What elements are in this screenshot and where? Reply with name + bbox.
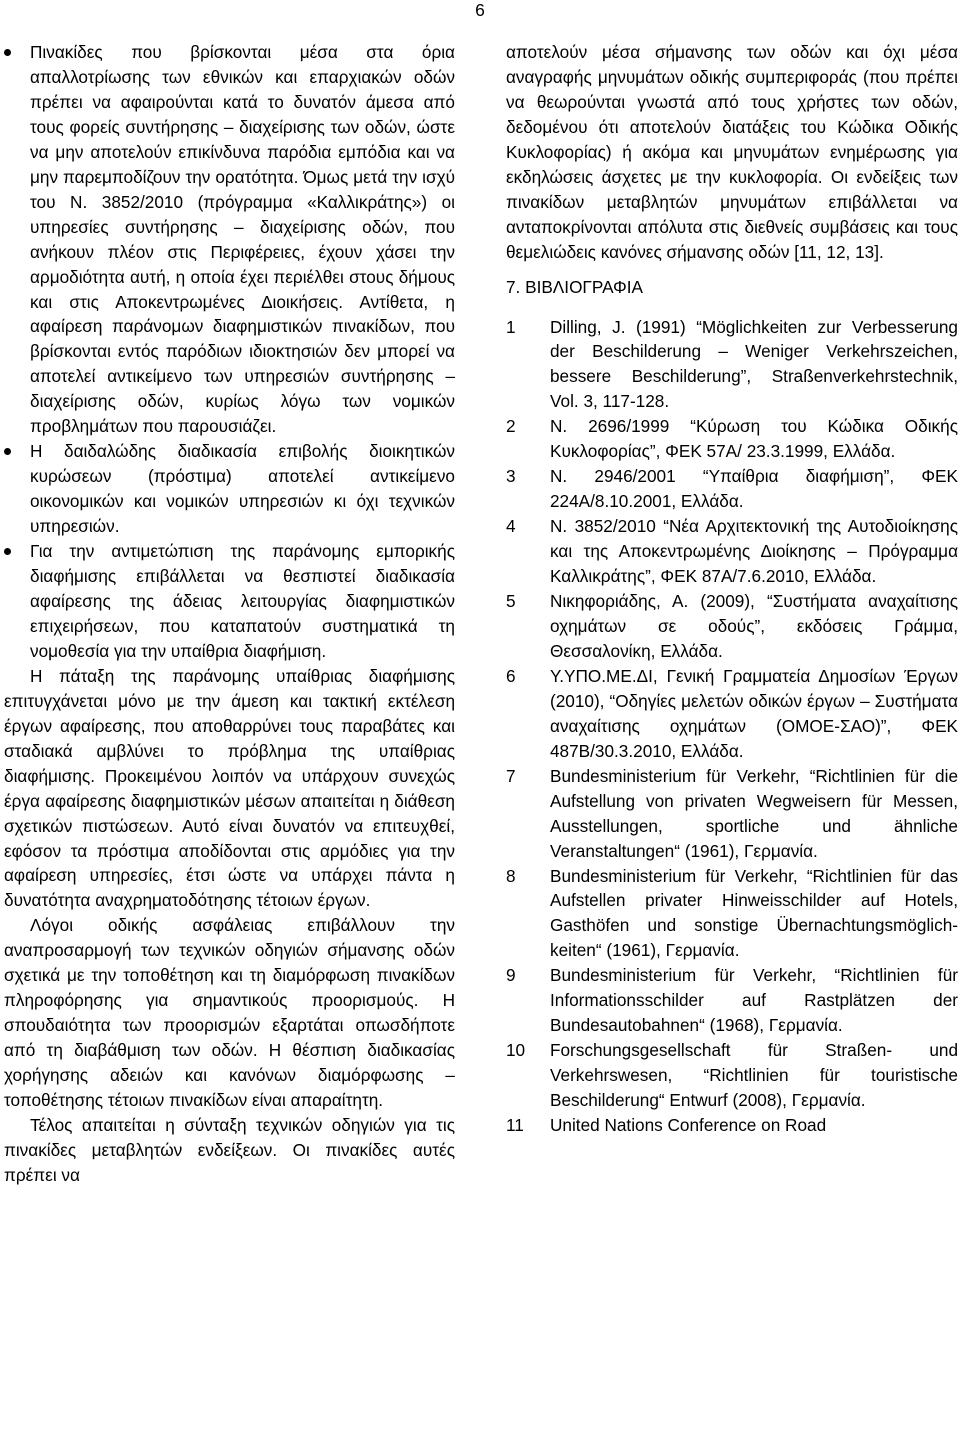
body-paragraph: Τέλος απαιτείται η σύνταξη τεχνικών οδηγιών για τις πινακίδες μεταβλητών ενδείξεων. Οι πινακίδες αυτές πρέπει να [4, 1114, 455, 1185]
reference-number: 4 [506, 516, 516, 537]
reference-item [506, 589, 958, 664]
bullet-list [4, 40, 455, 664]
reference-number: 9 [506, 965, 516, 986]
reference-number: 7 [506, 765, 516, 786]
reference-item [506, 963, 958, 1038]
reference-text: Forschungsgesellschaft für Straßen- und Verkehrswesen, “Richtlinien für touristische Beschilderung“ Entwurf (2008), Γερμανία. [550, 1040, 958, 1111]
reference-text: Bundesministerium für Verkehr, “Richtlinien für das Aufstellen privater Hinweisschilder auf Hotels, Gasthöfen und sonstige Übernachtungsmöglich-keiten“ (1961), Γερμανία. [550, 865, 958, 961]
section-heading: 7. ΒΙΒΛΙΟΓΡΑΦΙΑ [506, 276, 644, 297]
reference-number: 10 [506, 1040, 526, 1061]
reference-item [506, 514, 958, 589]
reference-item [506, 414, 958, 464]
reference-item [506, 1113, 958, 1138]
reference-text: Ν. 2946/2001 “Υπαίθρια διαφήμιση”, ΦΕΚ 224Α/8.10.2001, Ελλάδα. [550, 466, 958, 512]
reference-number: 11 [506, 1115, 524, 1136]
reference-item [506, 464, 958, 514]
body-paragraph: Λόγοι οδικής ασφάλειας επιβάλλουν την αναπροσαρμογή των τεχνικών οδηγιών σήμανσης οδών σχετικά με την τοποθέτηση και τη διαμόρφωση πινακίδων πληροφόρησης για σημαντικούς προορισμούς. Η σπουδαιότητα των προορισμών εξαρτάται οπωσδήποτε από τη διαβάθμιση των οδών. Η θέσπιση διαδικασίας χορήγησης αδειών και κανόνων διαμόρφωσης – τοποθέτησης τέτοιων πινακίδων είναι απαραίτητη. [4, 915, 455, 1111]
reference-text: Bundesministerium für Verkehr, “Richtlinien für die Aufstellung von privaten Wegweisern für Messen, Ausstellungen, sportliche und ähnliche Veranstaltungen“ (1961), Γερμανία. [550, 765, 958, 861]
body-paragraph: Η πάταξη της παράνομης υπαίθριας διαφήμισης επιτυγχάνεται μόνο με την άμεση και τακτική εκτέλεση έργων αφαίρεσης, που αποθαρρύνει τους παραβάτες και σταδιακά αμβλύνει το πρόβλημα της υπαίθριας διαφήμισης. Προκειμένου λοιπόν να υπάρχουν συνεχώς έργα αφαίρεσης διαφημιστικών μέσων απαιτείται η διάθεση σχετικών πιστώσεων. Αυτό είναι δυνατόν να επιτευχθεί, εφόσον τα πρόστιμα αποδίδονται στις αρμόδιες για την αφαίρεση υπηρεσίες, έτσι ώστε να υπάρχει πάντα η δυνατότητα αναχρηματοδότησης τέτοιων έργων. [4, 665, 455, 911]
reference-number: 2 [506, 416, 516, 437]
reference-list [506, 315, 958, 1138]
reference-text: Dilling, J. (1991) “Möglichkeiten zur Verbesserung der Beschilderung – Weniger Verkehrszeichen, bessere Beschilderung”, Straßenverkehrstechnik, Vol. 3, 117-128. [550, 316, 958, 412]
reference-text: United Nations Conference on Road [550, 1115, 827, 1136]
reference-number: 3 [506, 466, 516, 487]
bullet-item: Για την αντιμετώπιση της παράνομης εμπορικής διαφήμισης επιβάλλεται να θεσπιστεί διαδικασία αφαίρεσης της άδειας λειτουργίας διαφημιστικών επιχειρήσεων, που καταπατούν συστηματικά τη νομοθεσία για την υπαίθρια διαφήμιση. [4, 539, 455, 664]
left-column [4, 40, 455, 1188]
reference-item [506, 864, 958, 964]
reference-item [506, 764, 958, 864]
reference-number: 1 [506, 316, 516, 337]
bullet-item: Η δαιδαλώδης διαδικασία επιβολής διοικητικών κυρώσεων (πρόστιμα) αποτελεί αντικείμενο οικονομικών και νομικών υπηρεσιών κι όχι τεχνικών υπηρεσιών. [4, 439, 455, 539]
continuation-paragraph: αποτελούν μέσα σήμανσης των οδών και όχι μέσα αναγραφής μηνυμάτων οδικής συμπεριφοράς (που πρέπει να θεωρούνται γνωστά από τους χρήστες των οδών, δεδομένου ότι αποτελούν διατάξεις του Κώδικα Οδικής Κυκλοφορίας) ή ακόμα και μηνυμάτων ενημέρωσης για εκδηλώσεις άσχετες με την κυκλοφορία. Οι ενδείξεις των πινακίδων μεταβλητών μηνυμάτων επιβάλλεται να ανταποκρίνονται απόλυτα στις διεθνείς συμβάσεις και τους θεμελιώδεις κανόνες σήμανσης οδών [11, 12, 13]. [506, 42, 958, 262]
reference-item [506, 1038, 958, 1113]
reference-text: Υ.ΥΠΟ.ΜΕ.ΔΙ, Γενική Γραμματεία Δημοσίων Έργων (2010), “Οδηγίες μελετών οδικών έργων – Συστήματα αναχαίτισης οχημάτων (ΟΜΟΕ-ΣΑΟ)”, ΦΕΚ 487Β/30.3.2010, Ελλάδα. [550, 665, 958, 761]
reference-text: Νικηφοριάδης, Α. (2009), “Συστήματα αναχαίτισης οχημάτων σε οδούς”, εκδόσεις Γράμμα, Θεσσαλονίκη, Ελλάδα. [550, 591, 958, 661]
reference-text: Ν. 2696/1999 “Κύρωση του Κώδικα Οδικής Κυκλοφορίας”, ΦΕΚ 57Α/ 23.3.1999, Ελλάδα. [550, 416, 958, 462]
reference-number: 8 [506, 865, 516, 886]
right-column [506, 40, 958, 1138]
reference-item [506, 315, 958, 415]
reference-number: 6 [506, 665, 516, 686]
reference-number: 5 [506, 591, 516, 612]
bullet-item: Πινακίδες που βρίσκονται μέσα στα όρια απαλλοτρίωσης των εθνικών και επαρχιακών οδών πρέπει να αφαιρούνται κατά το δυνατόν άμεσα από τους φορείς συντήρησης – διαχείρισης των οδών, ώστε να μην αποτελούν επικίνδυνα παρόδια εμπόδια και να μην παρεμποδίζουν την ορατότητα. Όμως μετά την ισχύ του Ν. 3852/2010 (πρόγραμμα «Καλλικράτης») οι υπηρεσίες συντήρησης – διαχείρισης οδών, που ανήκουν πλέον στις Περιφέρειες, έχουν χάσει την αρμοδιότητα αυτή, η οποία έχει περιέλθει στους δήμους και στις Αποκεντρωμένες Διοικήσεις. Αντίθετα, η αφαίρεση παράνομων διαφημιστικών πινακίδων, που βρίσκονται εντός παρόδιων ιδιοκτησιών δεν μπορεί να αποτελεί αντικείμενο των υπηρεσιών συντήρησης – διαχείρισης οδών, κυρίως λόγω των νομικών προβλημάτων που παρουσιάζει. [4, 40, 455, 439]
reference-text: Ν. 3852/2010 “Νέα Αρχιτεκτονική της Αυτοδιοίκησης και της Αποκεντρωμένης Διοίκησης – Πρόγραμμα Καλλικράτης”, ΦΕΚ 87Α/7.6.2010, Ελλάδα. [550, 516, 958, 587]
reference-text: Bundesministerium für Verkehr, “Richtlinien für Informationsschilder auf Rastplätzen der Bundesautobahnen“ (1968), Γερμανία. [550, 965, 958, 1036]
reference-item [506, 664, 958, 764]
page-number: 6 [475, 0, 485, 20]
